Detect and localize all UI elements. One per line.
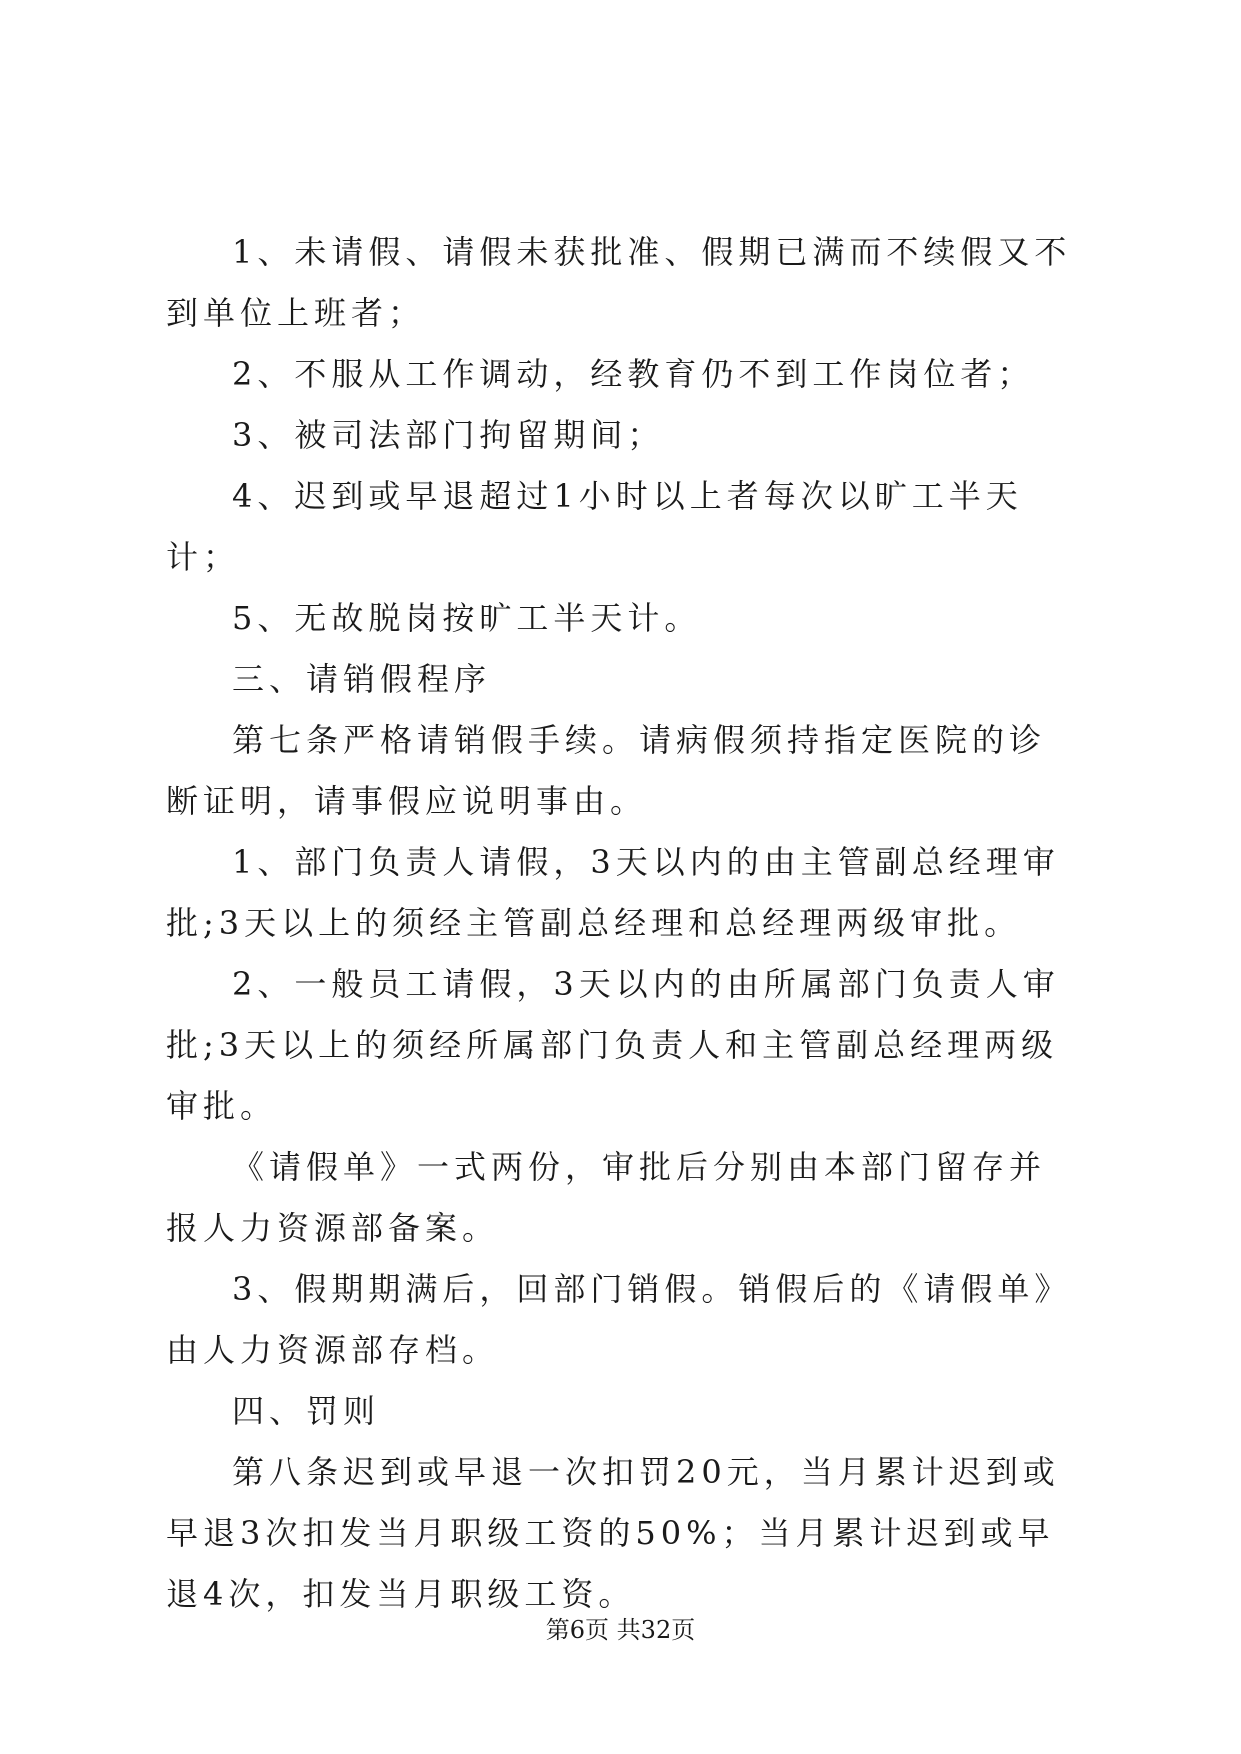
paragraph-3: 3、被司法部门拘留期间； — [232, 416, 665, 454]
article-7: 第七条严格请销假手续。请病假须持指定医院的诊断证明，请事假应说明事由。 — [166, 721, 1047, 820]
paragraph-10: 《请假单》一式两份，审批后分别由本部门留存并报人力资源部备案。 — [166, 1148, 1047, 1247]
paragraph-9: 2、一般员工请假，3天以内的由所属部门负责人审批;3天以上的须经所属部门负责人和主管副总经理两级审批。 — [166, 965, 1060, 1125]
document-body — [166, 222, 1078, 1625]
page-footer: 第6页 共32页 — [545, 1616, 696, 1644]
section-heading-4: 四、罚则 — [232, 1392, 381, 1430]
paragraph-5: 5、无故脱岗按旷工半天计。 — [232, 599, 702, 637]
section-heading-3: 三、请销假程序 — [232, 660, 492, 698]
paragraph-2: 2、不服从工作调动，经教育仍不到工作岗位者； — [232, 355, 1035, 393]
paragraph-11: 3、假期期满后，回部门销假。销假后的《请假单》由人力资源部存档。 — [166, 1270, 1072, 1369]
paragraph-8: 1、部门负责人请假，3天以内的由主管副总经理审批;3天以上的须经主管副总经理和总经理两级审批。 — [166, 843, 1060, 942]
paragraph-1: 1、未请假、请假未获批准、假期已满而不续假又不到单位上班者； — [166, 233, 1072, 332]
paragraph-4: 4、迟到或早退超过1小时以上者每次以旷工半天计； — [166, 477, 1023, 576]
article-8: 第八条迟到或早退一次扣罚20元，当月累计迟到或早退3次扣发当月职级工资的50%；当月累计迟到或早退4次，扣发当月职级工资。 — [166, 1453, 1060, 1613]
